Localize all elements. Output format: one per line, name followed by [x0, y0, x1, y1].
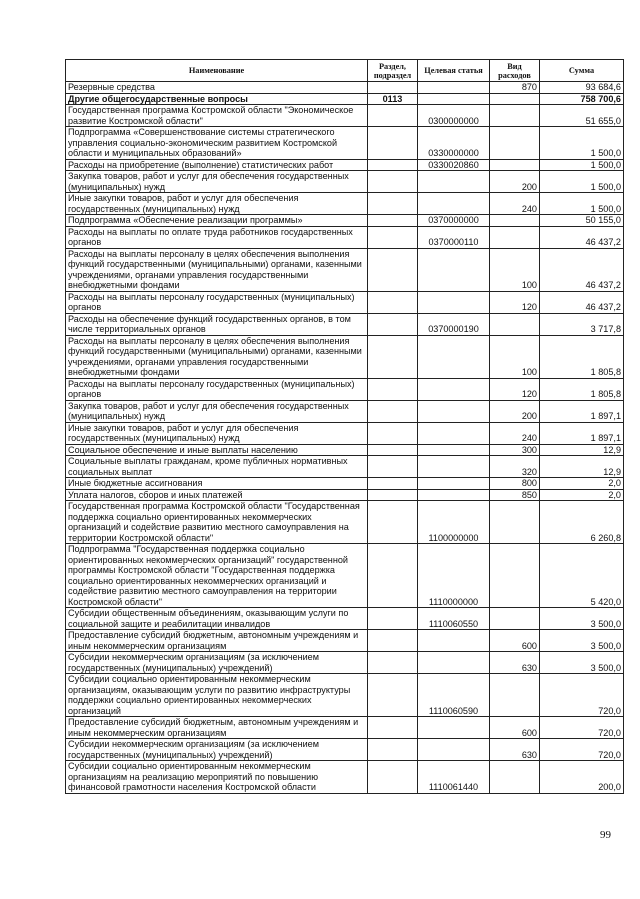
- cell-expense-type: [490, 608, 540, 630]
- table-row: [66, 193, 624, 215]
- table-row: [66, 489, 624, 501]
- table-row: [66, 226, 624, 248]
- cell-name: Предоставление субсидий бюджетным, автономным учреждениям и иным некоммерческим организациям: [66, 717, 368, 739]
- header-name: Наименование: [66, 60, 368, 82]
- cell-expense-type: 870: [490, 82, 540, 94]
- cell-sum: 12,9: [540, 456, 624, 478]
- cell-expense-type: 630: [490, 652, 540, 674]
- table-row: [66, 171, 624, 193]
- cell-razdel: [368, 378, 418, 400]
- cell-expense-type: 300: [490, 444, 540, 456]
- table-header-row: [66, 60, 624, 82]
- cell-name: Субсидии некоммерческим организациям (за исключением государственных (муниципальных) учреждений): [66, 739, 368, 761]
- cell-name: Социальные выплаты гражданам, кроме публичных нормативных социальных выплат: [66, 456, 368, 478]
- cell-name: Иные бюджетные ассигнования: [66, 478, 368, 490]
- cell-sum: 93 684,6: [540, 82, 624, 94]
- table-row: [66, 82, 624, 94]
- cell-expense-type: [490, 226, 540, 248]
- cell-name: Закупка товаров, работ и услуг для обеспечения государственных (муниципальных) нужд: [66, 171, 368, 193]
- cell-target-article: 0300000000: [418, 105, 490, 127]
- cell-razdel: [368, 226, 418, 248]
- table-row: [66, 105, 624, 127]
- cell-target-article: [418, 478, 490, 490]
- cell-name: Субсидии некоммерческим организациям (за исключением государственных (муниципальных) учреждений): [66, 652, 368, 674]
- cell-expense-type: 850: [490, 489, 540, 501]
- cell-name: Иные закупки товаров, работ и услуг для обеспечения государственных (муниципальных) нужд: [66, 422, 368, 444]
- cell-expense-type: [490, 105, 540, 127]
- cell-name: Государственная программа Костромской области "Экономическое развитие Костромской области": [66, 105, 368, 127]
- cell-sum: 720,0: [540, 674, 624, 717]
- table-row: [66, 444, 624, 456]
- cell-sum: 5 420,0: [540, 544, 624, 608]
- cell-sum: 1 805,8: [540, 378, 624, 400]
- cell-name: Расходы на выплаты персоналу государственных (муниципальных) органов: [66, 378, 368, 400]
- header-target-article: Целевая статья: [418, 60, 490, 82]
- cell-expense-type: 320: [490, 456, 540, 478]
- cell-target-article: 0370000110: [418, 226, 490, 248]
- cell-expense-type: [490, 313, 540, 335]
- table-row: [66, 478, 624, 490]
- header-sum: Сумма: [540, 60, 624, 82]
- cell-sum: 1 897,1: [540, 422, 624, 444]
- cell-razdel: [368, 717, 418, 739]
- cell-expense-type: [490, 674, 540, 717]
- cell-target-article: [418, 248, 490, 291]
- table-body: [66, 82, 624, 794]
- cell-sum: 1 500,0: [540, 193, 624, 215]
- cell-sum: 50 155,0: [540, 215, 624, 227]
- table-row: [66, 291, 624, 313]
- cell-target-article: [418, 630, 490, 652]
- budget-table: [65, 59, 624, 794]
- cell-sum: 2,0: [540, 489, 624, 501]
- cell-sum: 2,0: [540, 478, 624, 490]
- cell-razdel: [368, 291, 418, 313]
- cell-expense-type: 120: [490, 291, 540, 313]
- cell-target-article: [418, 335, 490, 378]
- cell-name: Расходы на обеспечение функций государственных органов, в том числе территориальных органов: [66, 313, 368, 335]
- cell-expense-type: [490, 93, 540, 105]
- cell-sum: 3 500,0: [540, 652, 624, 674]
- cell-sum: 1 500,0: [540, 127, 624, 160]
- cell-target-article: 1110060550: [418, 608, 490, 630]
- cell-name: Расходы на выплаты персоналу в целях обеспечения выполнения функций государственными (муниципальными) органами, казенными учреждениями, органами управления государственными внебюджетными фондами: [66, 335, 368, 378]
- table-row: [66, 215, 624, 227]
- cell-razdel: [368, 82, 418, 94]
- cell-razdel: [368, 159, 418, 171]
- cell-expense-type: 600: [490, 717, 540, 739]
- table-row: [66, 761, 624, 794]
- cell-target-article: [418, 489, 490, 501]
- cell-target-article: [418, 400, 490, 422]
- page-number: 99: [600, 829, 611, 841]
- cell-target-article: 0370000000: [418, 215, 490, 227]
- table-row: [66, 544, 624, 608]
- cell-razdel: [368, 444, 418, 456]
- cell-sum: 51 655,0: [540, 105, 624, 127]
- cell-expense-type: [490, 159, 540, 171]
- cell-target-article: [418, 739, 490, 761]
- table-row: [66, 717, 624, 739]
- cell-target-article: 1110061440: [418, 761, 490, 794]
- table-row: [66, 400, 624, 422]
- cell-sum: 12,9: [540, 444, 624, 456]
- cell-expense-type: [490, 127, 540, 160]
- cell-sum: 1 897,1: [540, 400, 624, 422]
- cell-expense-type: 120: [490, 378, 540, 400]
- cell-expense-type: 100: [490, 335, 540, 378]
- cell-sum: 3 717,8: [540, 313, 624, 335]
- cell-razdel: [368, 630, 418, 652]
- cell-razdel: [368, 456, 418, 478]
- cell-sum: 46 437,2: [540, 248, 624, 291]
- header-expense-type: Вид расходов: [490, 60, 540, 82]
- cell-name: Закупка товаров, работ и услуг для обеспечения государственных (муниципальных) нужд: [66, 400, 368, 422]
- cell-name: Подпрограмма «Совершенствование системы стратегического управления социально-экономическим развитием Костромской области и муниципальных образований»: [66, 127, 368, 160]
- table-row: [66, 501, 624, 544]
- cell-razdel: [368, 171, 418, 193]
- cell-expense-type: 100: [490, 248, 540, 291]
- cell-expense-type: [490, 544, 540, 608]
- cell-name: Субсидии социально ориентированным некоммерческим организациям на реализацию мероприятий по повышению финансовой грамотности населения Костромской области: [66, 761, 368, 794]
- table-row: [66, 739, 624, 761]
- table-row: [66, 248, 624, 291]
- cell-razdel: [368, 652, 418, 674]
- cell-sum: 1 500,0: [540, 159, 624, 171]
- cell-expense-type: [490, 761, 540, 794]
- cell-target-article: 1110060590: [418, 674, 490, 717]
- cell-target-article: [418, 378, 490, 400]
- table-row: [66, 159, 624, 171]
- cell-target-article: [418, 717, 490, 739]
- cell-sum: 3 500,0: [540, 630, 624, 652]
- cell-razdel: [368, 544, 418, 608]
- table-row: [66, 608, 624, 630]
- cell-name: Субсидии социально ориентированным некоммерческим организациям, оказывающим услуги по развитию инфраструктуры поддержки социально ориентированных некоммерческих организаций: [66, 674, 368, 717]
- cell-razdel: [368, 501, 418, 544]
- cell-name: Уплата налогов, сборов и иных платежей: [66, 489, 368, 501]
- cell-sum: 46 437,2: [540, 226, 624, 248]
- cell-target-article: [418, 444, 490, 456]
- table-row: [66, 652, 624, 674]
- cell-razdel: [368, 248, 418, 291]
- cell-sum: 720,0: [540, 717, 624, 739]
- table-row: [66, 127, 624, 160]
- cell-target-article: [418, 422, 490, 444]
- cell-expense-type: 240: [490, 193, 540, 215]
- cell-name: Расходы на выплаты персоналу в целях обеспечения выполнения функций государственными (муниципальными) органами, казенными учреждениями, органами управления государственными внебюджетными фондами: [66, 248, 368, 291]
- cell-expense-type: 240: [490, 422, 540, 444]
- cell-name: Расходы на выплаты персоналу государственных (муниципальных) органов: [66, 291, 368, 313]
- table-row: [66, 630, 624, 652]
- table-row: [66, 674, 624, 717]
- cell-razdel: [368, 739, 418, 761]
- cell-target-article: [418, 291, 490, 313]
- cell-sum: 758 700,6: [540, 93, 624, 105]
- cell-expense-type: 800: [490, 478, 540, 490]
- header-razdel: Раздел, подраздел: [368, 60, 418, 82]
- cell-sum: 6 260,8: [540, 501, 624, 544]
- cell-target-article: 0370000190: [418, 313, 490, 335]
- cell-razdel: [368, 489, 418, 501]
- cell-sum: 720,0: [540, 739, 624, 761]
- cell-target-article: 1110000000: [418, 544, 490, 608]
- cell-razdel: [368, 422, 418, 444]
- cell-target-article: [418, 171, 490, 193]
- cell-sum: 46 437,2: [540, 291, 624, 313]
- cell-target-article: [418, 193, 490, 215]
- cell-razdel: [368, 400, 418, 422]
- cell-razdel: [368, 335, 418, 378]
- cell-name: Расходы на приобретение (выполнение) статистических работ: [66, 159, 368, 171]
- cell-name: Подпрограмма "Государственная поддержка социально ориентированных некоммерческих организаций" государственной программы Костромской области "Государственная поддержка социально ориентированных некоммерческих организаций и содействие развитию местного самоуправления на территории Костромской области": [66, 544, 368, 608]
- cell-razdel: [368, 193, 418, 215]
- table-row: [66, 422, 624, 444]
- cell-name: Государственная программа Костромской области "Государственная поддержка социально ориентированных некоммерческих организаций и содействие развитию местного самоуправления на территории Костромской области": [66, 501, 368, 544]
- cell-sum: 1 805,8: [540, 335, 624, 378]
- cell-name: Социальное обеспечение и иные выплаты населению: [66, 444, 368, 456]
- cell-target-article: [418, 456, 490, 478]
- cell-target-article: [418, 82, 490, 94]
- cell-expense-type: 600: [490, 630, 540, 652]
- cell-expense-type: 200: [490, 400, 540, 422]
- table-row: [66, 93, 624, 105]
- cell-target-article: 0330020860: [418, 159, 490, 171]
- cell-expense-type: [490, 215, 540, 227]
- cell-razdel: [368, 478, 418, 490]
- table-row: [66, 335, 624, 378]
- cell-expense-type: 200: [490, 171, 540, 193]
- cell-razdel: [368, 761, 418, 794]
- cell-name: Подпрограмма «Обеспечение реализации программы»: [66, 215, 368, 227]
- cell-sum: 3 500,0: [540, 608, 624, 630]
- table-row: [66, 456, 624, 478]
- cell-name: Другие общегосударственные вопросы: [66, 93, 368, 105]
- cell-expense-type: [490, 501, 540, 544]
- cell-target-article: 0330000000: [418, 127, 490, 160]
- cell-razdel: 0113: [368, 93, 418, 105]
- cell-name: Резервные средства: [66, 82, 368, 94]
- cell-target-article: 1100000000: [418, 501, 490, 544]
- cell-target-article: [418, 93, 490, 105]
- cell-razdel: [368, 313, 418, 335]
- cell-razdel: [368, 608, 418, 630]
- cell-name: Субсидии общественным объединениям, оказывающим услуги по социальной защите и реабилитации инвалидов: [66, 608, 368, 630]
- table-row: [66, 378, 624, 400]
- cell-name: Иные закупки товаров, работ и услуг для обеспечения государственных (муниципальных) нужд: [66, 193, 368, 215]
- cell-sum: 1 500,0: [540, 171, 624, 193]
- table-row: [66, 313, 624, 335]
- cell-razdel: [368, 215, 418, 227]
- cell-expense-type: 630: [490, 739, 540, 761]
- cell-razdel: [368, 105, 418, 127]
- cell-razdel: [368, 674, 418, 717]
- cell-sum: 200,0: [540, 761, 624, 794]
- cell-name: Расходы на выплаты по оплате труда работников государственных органов: [66, 226, 368, 248]
- cell-name: Предоставление субсидий бюджетным, автономным учреждениям и иным некоммерческим организациям: [66, 630, 368, 652]
- cell-razdel: [368, 127, 418, 160]
- cell-target-article: [418, 652, 490, 674]
